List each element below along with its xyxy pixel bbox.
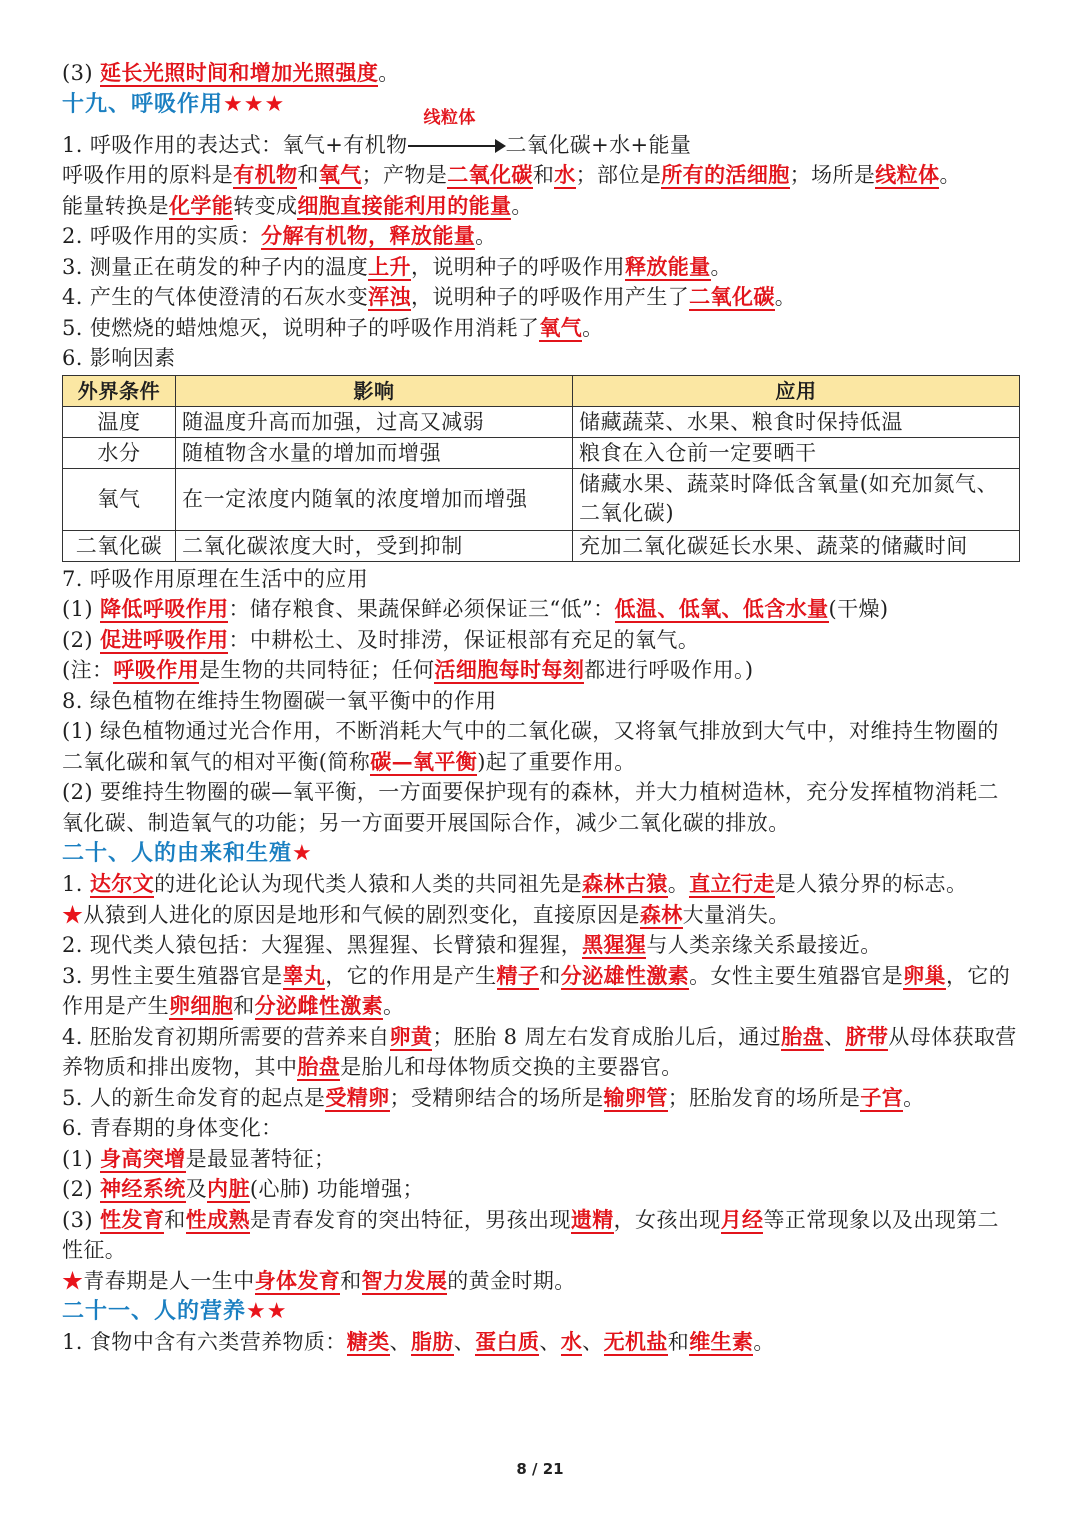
paragraph: 4. 产生的气体使澄清的石灰水变浑浊，说明种子的呼吸作用产生了二氧化碳。 — [62, 284, 797, 309]
table-cell: 二氧化碳浓度大时，受到抑制 — [176, 530, 573, 561]
keyword: 睾丸 — [282, 962, 326, 988]
document-body — [62, 58, 1020, 1358]
paragraph: (1) 身高突增是最显著特征； — [62, 1145, 336, 1171]
keyword: 达尔文 — [89, 871, 155, 896]
page-number: 8 / 21 — [516, 1460, 564, 1478]
table-cell: 粮食在入仓前一定要晒干 — [573, 437, 1020, 468]
paragraph: (2) 神经系统及内脏(心肺) 功能增强； — [62, 1176, 424, 1201]
paragraph: (1) 绿色植物通过光合作用，不断消耗大气中的二氧化碳，又将氧气排放到大气中，对维持生物圈的二氧化碳和氧气的相对平衡(简称碳—氧平衡)起了重要作用。 — [62, 719, 999, 774]
table-cell: 温度 — [63, 406, 176, 437]
table-cell: 充加二氧化碳延长水果、蔬菜的储藏时间 — [573, 530, 1020, 561]
keyword: 化学能 — [169, 192, 234, 218]
paragraph: (1) 降低呼吸作用：储存粮食、果蔬保鲜必须保证三“低”：低温、低氧、低含水量(干燥) — [62, 596, 889, 621]
keyword: 浑浊 — [368, 284, 411, 309]
keyword: 神经系统 — [100, 1176, 186, 1201]
table-cell: 水分 — [63, 437, 176, 468]
keyword: 胎盘 — [781, 1023, 825, 1049]
table-row — [63, 468, 1020, 530]
star-icon: ★ — [62, 1268, 84, 1293]
keyword: 释放能量 — [624, 253, 711, 279]
keyword: 受精卵 — [325, 1084, 390, 1110]
keyword: 无机盐 — [603, 1329, 668, 1354]
star-rating: ★★★ — [223, 91, 286, 117]
keyword: 二氧化碳 — [689, 284, 775, 309]
paragraph: ★青春期是人一生中身体发育和智力发展的黄金时期。 — [62, 1267, 576, 1293]
keyword: 精子 — [496, 962, 540, 988]
influencing-factors-table — [62, 375, 1020, 562]
paragraph: 6. 青春期的身体变化： — [62, 1116, 283, 1140]
table-row — [63, 406, 1020, 437]
keyword: 氧气 — [539, 314, 583, 340]
keyword: 降低呼吸作用 — [100, 596, 229, 621]
paragraph: ★从猿到人进化的原因是地形和气候的剧烈变化，直接原因是森林大量消失。 — [62, 901, 790, 927]
keyword: 分泌雌性激素 — [254, 993, 384, 1018]
keyword: 卵巢 — [903, 962, 946, 988]
table-cell: 储藏水果、蔬菜时降低含氧量(如充加氮气、二氧化碳) — [573, 468, 1020, 530]
section-heading-respiration: 十九、呼吸作用★★★ — [62, 91, 286, 117]
keyword: 性成熟 — [185, 1206, 250, 1232]
keyword: 有机物 — [233, 162, 298, 187]
keyword: 性发育 — [100, 1206, 165, 1232]
table-cell: 氧气 — [63, 468, 176, 530]
keyword: 卵黄 — [389, 1023, 433, 1049]
keyword: 智力发展 — [361, 1267, 448, 1293]
paragraph: 4. 胚胎发育初期所需要的营养来自卵黄；胚胎 8 周左右发育成胎儿后，通过胎盘、脐带从母体获取营养物质和排出废物，其中胎盘是胎儿和母体物质交换的主要器官。 — [62, 1023, 1017, 1079]
keyword: 身体发育 — [254, 1267, 341, 1293]
table-header: 应用 — [573, 375, 1020, 406]
answer-line: (3) 延长光照时间和增加光照强度。 — [62, 60, 400, 85]
star-rating: ★★ — [246, 1299, 288, 1324]
star-icon: ★ — [62, 902, 84, 927]
keyword: 黑猩猩 — [582, 932, 647, 957]
table-header-row — [63, 375, 1020, 406]
keyword: 森林古猿 — [582, 871, 668, 896]
keyword: 糖类 — [346, 1329, 390, 1354]
keyword: 促进呼吸作用 — [100, 626, 229, 652]
paragraph: (注：呼吸作用是生物的共同特征；任何活细胞每时每刻都进行呼吸作用。) — [62, 657, 754, 682]
paragraph: (2) 促进呼吸作用：中耕松土、及时排涝，保证根部有充足的氧气。 — [62, 626, 700, 652]
paragraph: 能量转换是化学能转变成细胞直接能利用的能量。 — [62, 192, 533, 218]
paragraph: 7. 呼吸作用原理在生活中的应用 — [62, 566, 369, 591]
paragraph: 5. 使燃烧的蜡烛熄灭，说明种子的呼吸作用消耗了氧气。 — [62, 314, 604, 340]
keyword: 输卵管 — [603, 1084, 668, 1110]
keyword: 细胞直接能利用的能量 — [297, 192, 512, 218]
keyword: 低温、低氧、低含水量 — [614, 596, 829, 621]
paragraph: 5. 人的新生命发育的起点是受精卵；受精卵结合的场所是输卵管；胚胎发育的场所是子宫。 — [62, 1084, 925, 1110]
section-heading-nutrition: 二十一、人的营养★★ — [62, 1299, 288, 1324]
table-cell: 储藏蔬菜、水果、粮食时保持低温 — [573, 406, 1020, 437]
reaction-condition: 线粒体 — [423, 107, 476, 128]
paragraph: 呼吸作用的原料是有机物和氧气；产物是二氧化碳和水；部位是所有的活细胞；场所是线粒体。 — [62, 162, 961, 187]
keyword: 脐带 — [845, 1023, 889, 1049]
keyword: 胎盘 — [297, 1054, 341, 1079]
keyword: 上升 — [368, 253, 411, 279]
paragraph: 8. 绿色植物在维持生物圈碳一氧平衡中的作用 — [62, 688, 497, 713]
keyword: 月经 — [720, 1206, 764, 1232]
paragraph: 2. 现代类人猿包括：大猩猩、黑猩猩、长臂猿和猩猩，黑猩猩与人类亲缘关系最接近。 — [62, 932, 882, 957]
keyword: 二氧化碳 — [447, 162, 533, 187]
keyword: 蛋白质 — [475, 1329, 540, 1354]
table-header: 影响 — [176, 375, 573, 406]
table-row — [63, 530, 1020, 561]
paragraph: 6. 影响因素 — [62, 346, 176, 370]
table-row — [63, 437, 1020, 468]
keyword: 直立行走 — [689, 871, 775, 896]
reaction-arrow-icon — [408, 107, 506, 160]
keyword: 碳—氧平衡 — [370, 748, 478, 774]
paragraph: 2. 呼吸作用的实质：分解有机物，释放能量。 — [62, 223, 497, 248]
keyword: 氧气 — [318, 162, 362, 187]
table-cell: 随植物含水量的增加而增强 — [176, 437, 573, 468]
keyword: 分泌雄性激素 — [560, 962, 690, 988]
paragraph: 1. 食物中含有六类营养物质：糖类、脂肪、蛋白质、水、无机盐和维生素。 — [62, 1329, 775, 1354]
paragraph: (2) 要维持生物圈的碳—氧平衡，一方面要保护现有的森林，并大力植树造林，充分发挥植物消耗二氧化碳、制造氧气的功能；另一方面要开展国际合作，减少二氧化碳的排放。 — [62, 780, 999, 835]
table-cell: 随温度升高而加强，过高又减弱 — [176, 406, 573, 437]
keyword: 子宫 — [860, 1084, 904, 1110]
keyword: 线粒体 — [875, 162, 940, 187]
keyword: 维生素 — [689, 1329, 754, 1354]
paragraph: 3. 男性主要生殖器官是睾丸，它的作用是产生精子和分泌雄性激素。女性主要生殖器官是卵巢，它的作用是产生卵细胞和分泌雌性激素。 — [62, 962, 1011, 1018]
keyword: 遗精 — [570, 1206, 614, 1232]
keyword: 呼吸作用 — [113, 657, 200, 682]
keyword: 森林 — [639, 901, 683, 927]
table-cell: 在一定浓度内随氧的浓度增加而增强 — [176, 468, 573, 530]
table-header: 外界条件 — [63, 375, 176, 406]
keyword: 卵细胞 — [169, 993, 234, 1018]
keyword: 身高突增 — [100, 1145, 186, 1171]
keyword: 活细胞每时每刻 — [434, 657, 585, 682]
keyword: 水 — [560, 1329, 583, 1354]
paragraph: 1. 达尔文的进化论认为现代类人猿和人类的共同祖先是森林古猿。直立行走是人猿分界的标志。 — [62, 871, 968, 896]
keyword: 分解有机物，释放能量 — [261, 223, 476, 248]
keyword: 所有的活细胞 — [661, 162, 790, 187]
keyword: 水 — [554, 162, 576, 187]
keyword: 延长光照时间和增加光照强度 — [100, 60, 379, 85]
table-cell: 二氧化碳 — [63, 530, 176, 561]
respiration-formula: 1. 呼吸作用的表达式：氧气+有机物 线粒体 二氧化碳+水+能量 — [62, 130, 1020, 161]
section-heading-human-origin: 二十、人的由来和生殖★ — [62, 841, 313, 866]
keyword: 内脏 — [207, 1176, 250, 1201]
star-rating: ★ — [292, 841, 313, 866]
keyword: 脂肪 — [410, 1329, 454, 1354]
paragraph: 3. 测量正在萌发的种子内的温度上升，说明种子的呼吸作用释放能量。 — [62, 253, 732, 279]
paragraph: (3) 性发育和性成熟是青春发育的突出特征，男孩出现遗精，女孩出现月经等正常现象以及出现第二性征。 — [62, 1206, 999, 1262]
